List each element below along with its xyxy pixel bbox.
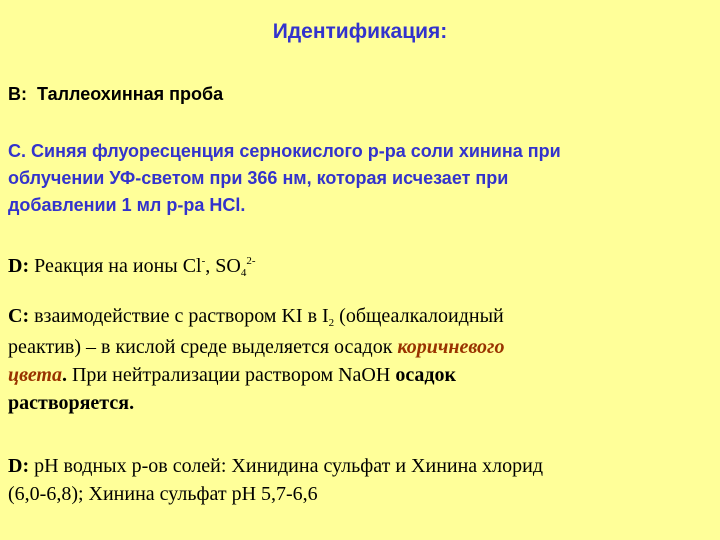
section-d2-label: D: bbox=[8, 455, 30, 477]
section-d1-sup-cl: - bbox=[201, 255, 206, 267]
section-c2-line1-text: взаимодействие с раствором KI в I bbox=[29, 305, 329, 327]
section-c2-label: С: bbox=[8, 305, 30, 327]
section-c2-brown-text: коричневого bbox=[397, 336, 505, 358]
section-d1-sup-so: 2- bbox=[246, 255, 256, 267]
section-c2-line2 bbox=[8, 333, 708, 361]
section-c2-line2-text: реактив) – в кислой среде выделяется осадок bbox=[8, 336, 398, 358]
section-b-label: В: bbox=[8, 84, 27, 104]
section-c1-line2: облучении УФ-светом при 366 нм, которая исчезает при bbox=[8, 168, 509, 188]
section-d2-line1-text: рН водных р-ов солей: Хинидина сульфат и Хинина хлорид bbox=[29, 455, 544, 477]
section-d1-text-b: , SO bbox=[205, 255, 241, 277]
section-d1 bbox=[8, 252, 708, 283]
section-c2-bold-text: осадок bbox=[395, 364, 457, 386]
section-c2-dot: . bbox=[61, 364, 67, 386]
section-d1-text-a: Реакция на ионы Cl bbox=[29, 255, 202, 277]
section-c1-line3: добавлении 1 мл р-ра HCl. bbox=[8, 195, 246, 215]
section-d1-label: D: bbox=[8, 255, 30, 277]
section-c2-line3 bbox=[8, 361, 708, 389]
section-d2-line2: (6,0-6,8); Хинина сульфат рН 5,7-6,6 bbox=[8, 483, 318, 505]
section-b-text: Таллеохинная проба bbox=[37, 84, 224, 104]
section-c2 bbox=[8, 302, 708, 417]
section-c2-brown-text-2: цвета bbox=[8, 364, 62, 386]
section-d2-line1 bbox=[8, 452, 708, 480]
section-c2-line1 bbox=[8, 302, 708, 333]
section-c2-line3-text: При нейтрализации раствором NaOH bbox=[66, 364, 396, 386]
section-c2-sub: 2 bbox=[328, 317, 335, 329]
section-c2-line1-text-b: (общеалкалоидный bbox=[334, 305, 504, 327]
section-d2 bbox=[8, 452, 708, 508]
section-d1-sub-so: 4 bbox=[240, 267, 247, 279]
section-c1 bbox=[8, 138, 708, 219]
section-b bbox=[8, 84, 708, 105]
page-title: Идентификация: bbox=[272, 20, 448, 43]
section-c1-line1: С. Синяя флуоресценция сернокислого р-ра соли хинина при bbox=[8, 141, 561, 161]
section-c2-bold-text-2: растворяется. bbox=[8, 392, 135, 414]
section-c2-line4 bbox=[8, 389, 708, 417]
